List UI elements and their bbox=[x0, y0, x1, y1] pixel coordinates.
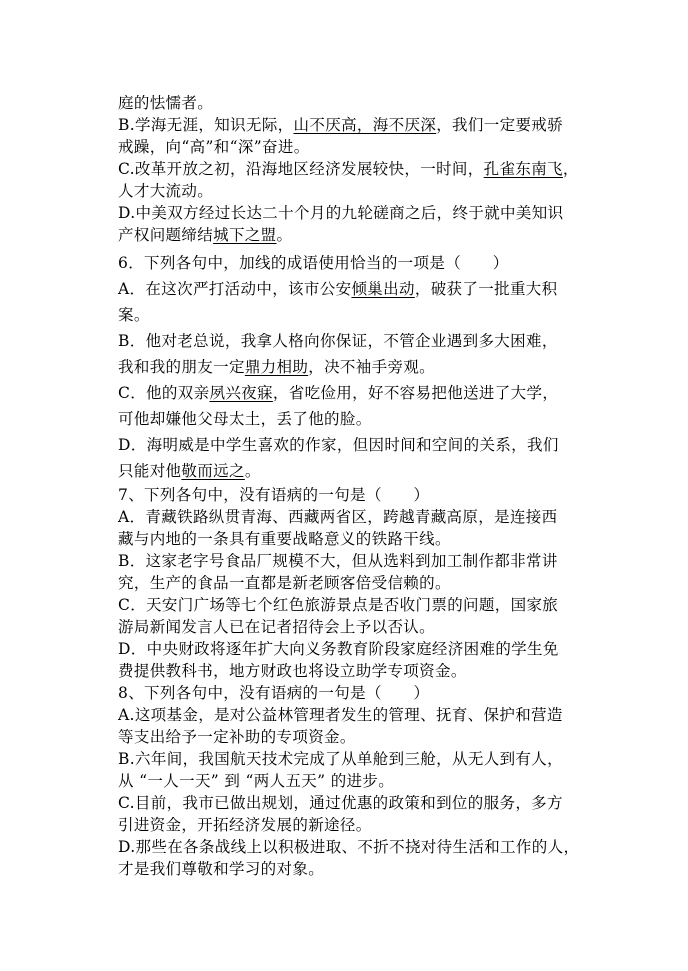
text-segment: 人才大流动。 bbox=[118, 182, 214, 200]
document-page bbox=[118, 92, 578, 880]
text-segment: A．在这次严打活动中，该市公安 bbox=[118, 280, 352, 298]
text-line bbox=[118, 726, 578, 748]
text-segment: 7、下列各句中，没有语病的一句是（ ） bbox=[118, 486, 430, 504]
text-line bbox=[118, 158, 578, 180]
text-line bbox=[118, 770, 578, 792]
question-8-stem bbox=[118, 682, 578, 704]
text-segment: ，省吃俭用，好不容易把他送进了大学， bbox=[272, 384, 559, 402]
text-line bbox=[118, 114, 578, 136]
question-6-stem bbox=[118, 250, 578, 276]
text-segment: 等支出给予一定补助的专项资金。 bbox=[118, 728, 356, 746]
text-segment: D．海明威是中学生喜欢的作家，但因时间和空间的关系，我们 bbox=[118, 436, 559, 454]
text-segment: B.六年间，我国航天技术完成了从单舱到三舱，从无人到有人， bbox=[118, 750, 563, 768]
text-line bbox=[118, 432, 578, 458]
underlined-idiom: 倾巢出动 bbox=[351, 280, 415, 298]
text-segment: 产权问题缔结 bbox=[118, 226, 214, 244]
text-segment: B．这家老字号食品厂规模不大，但从选料到加工制作都非常讲 bbox=[118, 552, 558, 570]
text-line bbox=[118, 506, 578, 528]
text-line bbox=[118, 328, 578, 354]
underlined-idiom: 孔雀东南飞 bbox=[483, 160, 563, 178]
text-line bbox=[118, 92, 578, 114]
text-line bbox=[118, 748, 578, 770]
text-segment: 引进资金，开拓经济发展的新途径。 bbox=[118, 816, 372, 834]
text-segment: 从 “一人一天” 到 “两人五天” 的进步。 bbox=[118, 772, 395, 790]
text-segment: ，破获了一批重大积 bbox=[414, 280, 558, 298]
text-segment: C.改革开放之初，沿海地区经济发展较快，一时间， bbox=[118, 160, 484, 178]
text-segment: 。 bbox=[244, 462, 261, 480]
text-segment: D．中央财政将逐年扩大向义务教育阶段家庭经济困难的学生免 bbox=[118, 640, 559, 658]
text-segment: ， bbox=[562, 160, 579, 178]
underlined-idiom: 夙兴夜寐 bbox=[209, 384, 273, 402]
underlined-idiom: 敬而远之 bbox=[181, 462, 245, 480]
text-segment: D.那些在各条战线上以积极进取、不折不挠对待生活和工作的人， bbox=[118, 838, 580, 856]
text-line bbox=[118, 406, 578, 432]
text-line bbox=[118, 572, 578, 594]
text-segment: ，我们一定要戒骄 bbox=[436, 116, 563, 134]
text-line bbox=[118, 616, 578, 638]
text-segment: 藏与内地的一条具有重要战略意义的铁路干线。 bbox=[118, 530, 451, 548]
text-segment: C.目前，我市已做出规划，通过优惠的政策和到位的服务，多方 bbox=[118, 794, 563, 812]
text-segment: D.中美双方经过长达二十个月的九轮磋商之后，终于就中美知识 bbox=[118, 204, 564, 222]
text-line bbox=[118, 858, 578, 880]
text-segment: A．青藏铁路纵贯青海、西藏两省区，跨越青藏高原，是连接西 bbox=[118, 508, 558, 526]
text-line bbox=[118, 302, 578, 328]
question-7-stem bbox=[118, 484, 578, 506]
text-segment: B．他对老总说，我拿人格向你保证，不管企业遇到多大困难， bbox=[118, 332, 558, 350]
text-segment: 8、下列各句中，没有语病的一句是（ ） bbox=[118, 684, 430, 702]
text-line bbox=[118, 792, 578, 814]
text-segment: 案。 bbox=[118, 306, 150, 324]
text-segment: 戒躁，向“高”和“深”奋进。 bbox=[118, 138, 310, 156]
text-line bbox=[118, 380, 578, 406]
text-line bbox=[118, 704, 578, 726]
text-segment: 庭的怯懦者。 bbox=[118, 94, 214, 112]
text-segment: 游局新闻发言人已在记者招待会上予以否认。 bbox=[118, 618, 436, 636]
text-line bbox=[118, 180, 578, 202]
text-line bbox=[118, 202, 578, 224]
text-segment: 。 bbox=[276, 226, 293, 244]
text-segment: 6．下列各句中，加线的成语使用恰当的一项是（ ） bbox=[118, 254, 509, 272]
text-line bbox=[118, 660, 578, 682]
text-line bbox=[118, 836, 578, 858]
underlined-idiom: 城下之盟 bbox=[213, 226, 277, 244]
text-line bbox=[118, 276, 578, 302]
text-line bbox=[118, 638, 578, 660]
text-segment: 我和我的朋友一定 bbox=[118, 358, 245, 376]
text-line bbox=[118, 814, 578, 836]
text-line bbox=[118, 594, 578, 616]
text-line bbox=[118, 354, 578, 380]
text-line bbox=[118, 528, 578, 550]
text-segment: 才是我们尊敬和学习的对象。 bbox=[118, 860, 325, 878]
underlined-idiom: 鼎力相助 bbox=[244, 358, 309, 376]
text-segment: A.这项基金，是对公益林管理者发生的管理、抚育、保护和营造 bbox=[118, 706, 563, 724]
text-line bbox=[118, 224, 578, 246]
text-line bbox=[118, 458, 578, 484]
text-segment: B.学海无涯，知识无际， bbox=[118, 116, 294, 134]
text-segment: C．天安门广场等七个红色旅游景点是否收门票的问题，国家旅 bbox=[118, 596, 559, 614]
text-segment: C．他的双亲 bbox=[118, 384, 210, 402]
text-segment: 究，生产的食品一直都是新老顾客倍受信赖的。 bbox=[118, 574, 451, 592]
text-line bbox=[118, 550, 578, 572]
text-segment: ，决不袖手旁观。 bbox=[308, 358, 436, 376]
text-segment: 只能对他 bbox=[118, 462, 182, 480]
text-line bbox=[118, 136, 578, 158]
text-segment: 费提供教科书，地方财政也将设立助学专项资金。 bbox=[118, 662, 467, 680]
text-segment: 可他却嫌他父母太土，丢了他的脸。 bbox=[118, 410, 372, 428]
underlined-idiom: 山不厌高，海不厌深 bbox=[293, 116, 437, 134]
